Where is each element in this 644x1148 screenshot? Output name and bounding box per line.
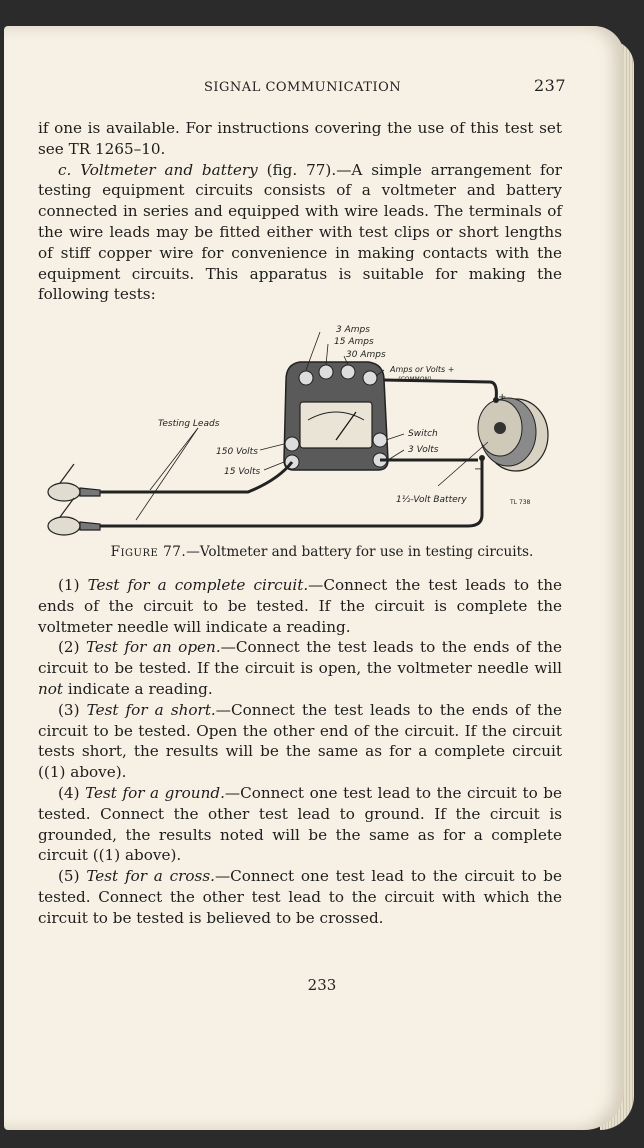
section-c-ref: (fig. 77).: [266, 160, 337, 179]
test-item-3: [38, 700, 562, 783]
test-4-text: —Connect one test lead to the circuit to be tested. Connect the other test lead to ground. If the circuit is grounded, the results noted will be the same as for a complete circuit ((1) above).: [38, 783, 562, 865]
label-3-volts: 3 Volts: [408, 445, 439, 455]
section-c-label: c.: [58, 160, 72, 179]
section-c-paragraph: [38, 160, 562, 306]
page-folio: 233: [307, 976, 337, 994]
battery-drawing: [478, 397, 548, 471]
figure-caption: [0, 544, 644, 560]
test-2-text-a: —Connect the test leads to the ends of the circuit to be tested. If the circuit is open, the voltmeter needle will: [38, 638, 562, 678]
test-clips: [48, 464, 100, 535]
test-3-heading: Test for a short.: [86, 700, 216, 719]
label-testing-leads: Testing Leads: [158, 419, 220, 429]
test-2-heading: Test for an open.: [86, 638, 221, 657]
label-minus: −: [474, 464, 483, 475]
label-battery: 1½-Volt Battery: [396, 495, 467, 505]
label-15-volts: 15 Volts: [224, 467, 261, 477]
label-tl: TL 738: [510, 499, 531, 506]
test-2-emph: not: [38, 679, 64, 698]
section-c-text: —A simple arrangement for testing equipment circuits consists of a voltmeter and battery connected in series and equipped with wire leads. The terminals of the wire leads may be fitted either with test clips or short lengths of stiff copper wire for convenience in making contacts with the equipment circuits. This apparatus is suitable for making the following tests:: [38, 160, 562, 304]
test-5-num: (5): [58, 867, 80, 886]
intro-paragraph: if one is available. For instructions covering the use of this test set see TR 1265–10.: [38, 119, 562, 158]
test-item-2: [38, 637, 562, 699]
test-4-num: (4): [58, 783, 80, 802]
caption-text: —Voltmeter and battery for use in testing circuits.: [186, 544, 534, 560]
test-item-4: [38, 783, 562, 866]
caption-label: Figure 77.: [110, 544, 187, 560]
label-15-amps: 15 Amps: [334, 337, 374, 347]
running-head: [0, 76, 644, 98]
test-3-num: (3): [58, 700, 80, 719]
test-1-num: (1): [58, 576, 80, 594]
test-1-text: —Connect the test leads to the ends of the circuit to be tested. If the circuit is complete the voltmeter needle will indicate a reading.: [38, 576, 562, 636]
label-common: Amps or Volts +: [390, 365, 455, 374]
test-4-heading: Test for a ground.: [85, 783, 225, 802]
label-switch: Switch: [408, 429, 438, 439]
test-5-heading: Test for a cross.: [86, 867, 215, 886]
label-150-volts: 150 Volts: [216, 447, 258, 457]
label-plus: +: [498, 392, 507, 403]
voltmeter-drawing: [284, 362, 388, 470]
section-c-heading: Voltmeter and battery: [80, 160, 258, 179]
label-30-amps: 30 Amps: [346, 350, 386, 360]
voltmeter-battery-figure: [38, 320, 578, 540]
tests-list: [38, 575, 562, 929]
test-3-text: —Connect the test leads to the ends of the circuit to be tested. Open the other end of the circuit. If the circuit tests short, the results will be the same as for a complete circuit ((1) above).: [38, 700, 563, 782]
test-1-heading: Test for a complete circuit.: [87, 576, 309, 594]
test-2-num: (2): [58, 638, 80, 657]
intro-text-block: [38, 118, 562, 305]
label-common-2: (COMMON): [398, 376, 432, 383]
test-2-text-b: indicate a reading.: [63, 679, 213, 698]
test-item-5: [38, 866, 562, 928]
test-item-1: [38, 575, 562, 637]
header-page-number: 237: [534, 76, 567, 95]
test-5-text: —Connect one test lead to the circuit to be tested. Connect the other test lead to the circuit with which the circuit to be tested is believed to be crossed.: [38, 867, 562, 927]
running-title: SIGNAL COMMUNICATION: [204, 80, 402, 95]
label-3-amps: 3 Amps: [336, 325, 370, 335]
